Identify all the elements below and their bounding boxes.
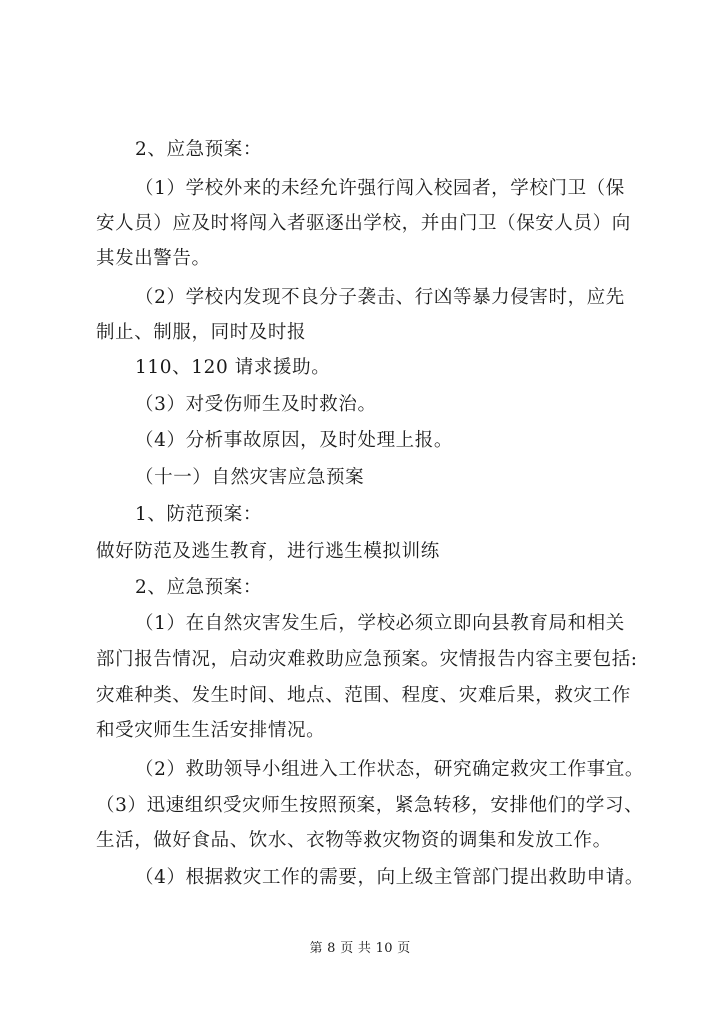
- text-line: 灾难种类、发生时间、地点、范围、程度、灾难后果，救灾工作: [96, 685, 631, 706]
- text-line: 部门报告情况，启动灾难救助应急预案。灾情报告内容主要包括:: [96, 649, 638, 670]
- text-line: 2、应急预案：: [135, 139, 262, 160]
- text-line: （1）在自然灾害发生后，学校必须立即向县教育局和相关: [135, 613, 625, 634]
- text-line: （4）根据救灾工作的需要，向上级主管部门提出救助申请。: [135, 867, 644, 888]
- text-line: 生活，做好食品、饮水、衣物等救灾物资的调集和发放工作。: [96, 830, 612, 851]
- text-line: 和受灾师生生活安排情况。: [96, 720, 326, 741]
- text-line: （2）学校内发现不良分子袭击、行凶等暴力侵害时，应先: [135, 287, 625, 308]
- text-line: （3）迅速组织受灾师生按照预案，紧急转移，安排他们的学习、: [96, 795, 644, 816]
- section-heading: （十一）自然灾害应急预案: [135, 467, 365, 488]
- text-line: 安人员）应及时将闯入者驱逐出学校，并由门卫（保安人员）向: [96, 213, 631, 234]
- text-line: （4）分析事故原因，及时处理上报。: [135, 430, 453, 451]
- text-line: （2）救助领导小组进入工作状态，研究确定救灾工作事宜。: [135, 759, 644, 780]
- text-line: 110、120 请求援助。: [135, 357, 331, 378]
- text-line: （1）学校外来的未经允许强行闯入校园者，学校门卫（保: [135, 178, 625, 199]
- page-number-footer: 第 8 页 共 10 页: [309, 941, 411, 956]
- text-line: 其发出警告。: [96, 248, 211, 269]
- text-line: （3）对受伤师生及时救治。: [135, 394, 377, 415]
- text-line: 2、应急预案：: [135, 577, 262, 598]
- text-line: 1、防范预案：: [135, 504, 262, 525]
- text-line: 做好防范及逃生教育，进行逃生模拟训练: [96, 541, 440, 562]
- text-line: 制止、制服，同时及时报: [96, 322, 307, 343]
